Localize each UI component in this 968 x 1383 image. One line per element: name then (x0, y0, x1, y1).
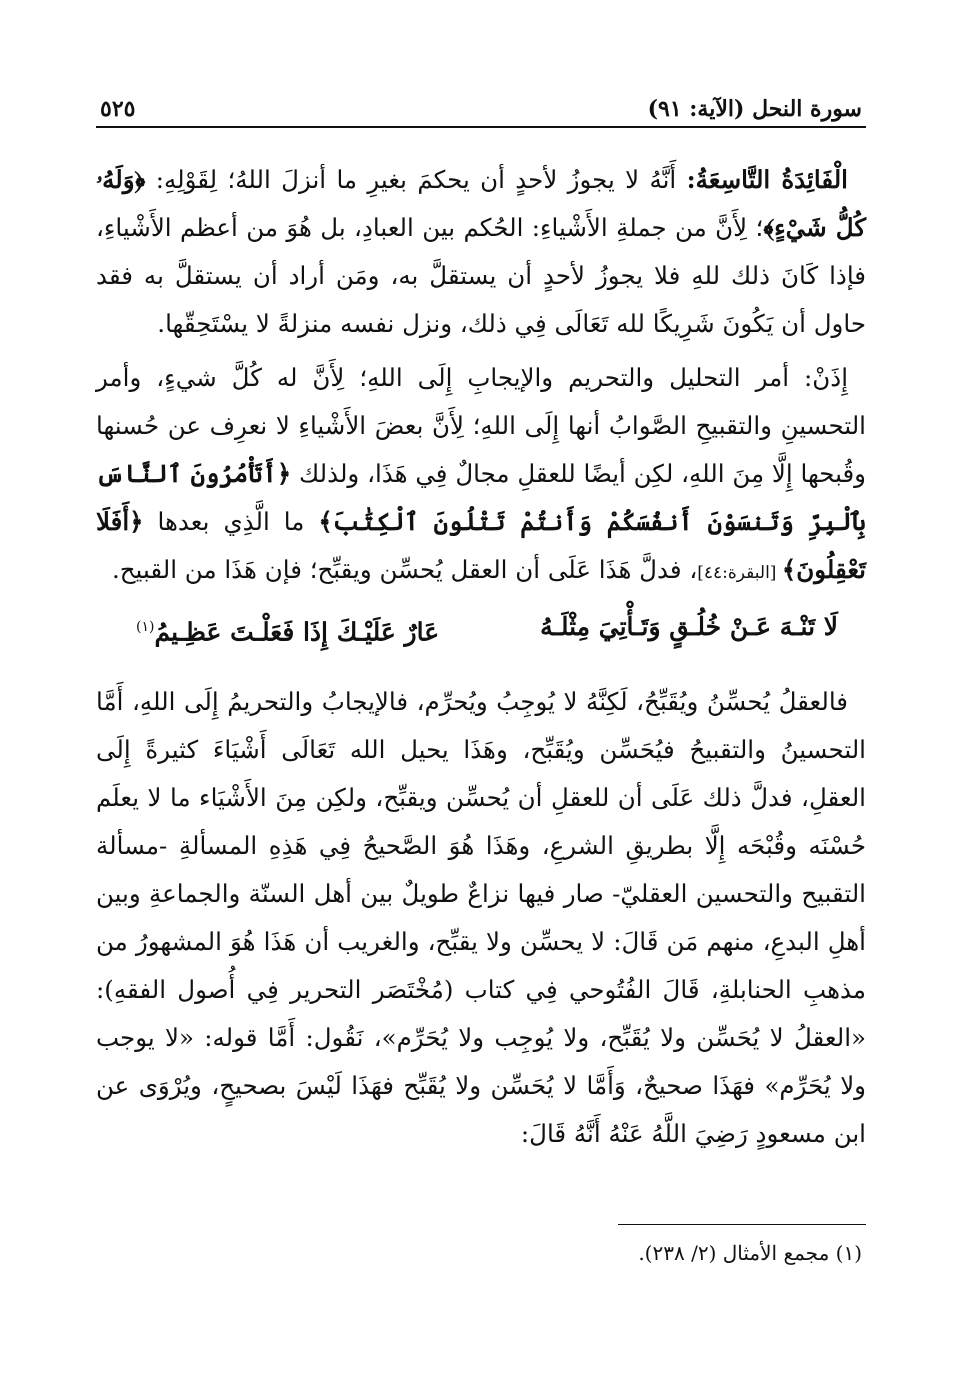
paragraph-text: ، فدلَّ هَذَا عَلَى أن العقل يُحسِّن ويقبِّح؛ فإن هَذَا من القبيح. (111, 555, 698, 584)
paragraph-reason (96, 678, 866, 1158)
footnote-marker: (١) (136, 619, 155, 635)
paragraph-idhan (96, 354, 866, 597)
paragraph-ninth-benefit (96, 156, 866, 348)
quran-reference: [البقرة:٤٤] (697, 563, 782, 583)
running-header (96, 88, 866, 122)
paragraph-text: أَنَّهُ لا يجوزُ لأحدٍ أن يحكمَ بغيرِ ما أنزلَ اللهُ؛ لِقَوْلِهِ: (145, 165, 687, 194)
paragraph-text: ؛ لِأَنَّ من جملةِ الأَشْياءِ: الحُكم بين العبادِ، بل هُوَ من أعظم الأَشْياءِ، فإذا كَانَ ذلك للهِ فلا يجوزُ لأحدٍ أن يستقلَّ به، ومَن أراد أن يستقلَّ به فقد حاول أن يَكُونَ شَرِيكًا لله تَعَالَى فِي ذلك، ونزل نفسه منزلةً لا يسْتَحِقّها. (96, 213, 866, 338)
quran-quote: ﴿أَتَأْمُرُونَ ٱلنَّاسَ بِٱلْبِرِّ وَتَنسَوْنَ أَنفُسَكُمْ وَأَنتُمْ تَتْلُونَ ٱلْكِتَٰبَ﴾ (96, 459, 866, 536)
poetry-verse (96, 603, 866, 656)
footnote: (١) مجمع الأمثال (٢/ ٢٣٨). (638, 1241, 862, 1265)
book-page (96, 88, 866, 1318)
quran-quote: ﴿وَلَهُۥ كُلُّ شَيْءٍ﴾ (96, 165, 866, 242)
main-text (96, 156, 866, 1158)
page-number: ٥٢٥ (100, 96, 136, 122)
paragraph-text: إِذَنْ: أمر التحليل والتحريم والإيجابِ إِلَى اللهِ؛ لِأَنَّ له كُلَّ شيءٍ، وأمر التحسينِ والتقبيحِ الصَّوابُ أنها إِلَى اللهِ؛ لِأَنَّ بعضَ الأَشْياءِ لا نعرِف عن حُسنها وقُبحها إِلَّا مِنَ اللهِ، لكِن أيضًا للعقلِ مجالٌ فِي هَذَا، ولذلك (96, 363, 867, 488)
benefit-heading: الْفَائِدَةُ التَّاسِعَةُ: (686, 165, 848, 194)
surah-title: سورة النحل (الآية: ٩١) (647, 96, 862, 122)
header-rule (96, 126, 866, 128)
paragraph-text: فالعقلُ يُحسِّنُ ويُقَبِّحُ، لَكِنَّهُ لا يُوجِبُ ويُحرِّم، فالإيجابُ والتحريمُ إِلَى اللهِ، أَمَّا التحسينُ والتقبيحُ فيُحَسِّن ويُقَبِّح، وهَذَا يحيل الله تَعَالَى أَشْيَاءَ كثيرةً إِلَى العقلِ، فدلَّ ذلك عَلَى أن للعقلِ أن يُحسِّن ويقبِّح، ولكِن مِنَ الأَشْيَاء ما لا يعلَم حُسْنَه وقُبْحَه إِلَّا بطريقِ الشرعِ، وهَذَا هُوَ الصَّحيحُ فِي هَذِهِ المسألةِ -مسألة التقبيح والتحسين العقليّ- صار فيها نزاعٌ طويلٌ بين أهل السنّة والجماعةِ وبين أهلِ البدعِ، منهم مَن قَالَ: لا يحسِّن ولا يقبِّح، والغريب أن هَذَا هُوَ المشهورُ من مذهبِ الحنابلةِ، قَالَ الفُتُوحي فِي كتاب (مُخْتَصَر التحرير فِي أُصول الفقهِ): «العقلُ لا يُحَسِّن ولا يُقَبِّح، ولا يُوجِب ولا يُحَرِّم»، نَقُول: أَمَّا قوله: «لا يوجب ولا يُحَرِّم» فهَذَا صحيحٌ، وَأَمَّا لا يُحَسِّن ولا يُقَبِّح فهَذَا لَيْسَ بصحيحٍ، ويُرْوَى عن ابن مسعودٍ رَضِيَ اللَّهُ عَنْهُ أَنَّهُ قَالَ: (96, 687, 866, 1149)
paragraph-text: ما الَّذِي بعدها (143, 507, 319, 536)
verse-second-text: عَارٌ عَلَيْـكَ إِذَا فَعَلْـتَ عَظِـيمُ (154, 617, 440, 647)
verse-second-hemistich (136, 603, 439, 656)
verse-first-hemistich: لَا تَنْـهَ عَـنْ خُلُـقٍ وَتَـأْتِيَ مِثْلَـهُ (540, 612, 838, 641)
quran-quote: ﴿أَفَلَا تَعْقِلُونَ﴾ (96, 507, 866, 584)
footnote-rule (618, 1224, 866, 1225)
